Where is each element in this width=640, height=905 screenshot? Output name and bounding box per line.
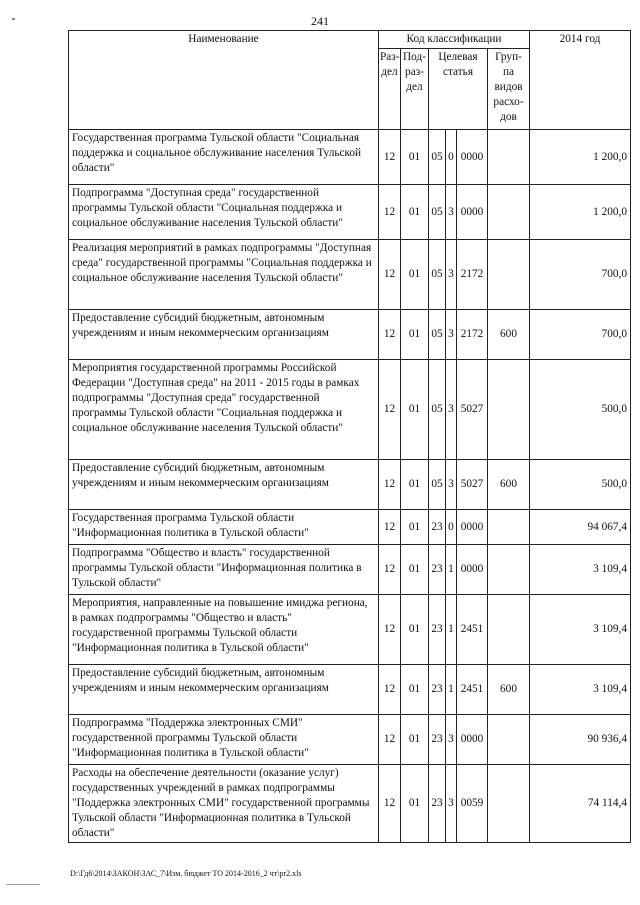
table-row (69, 510, 631, 545)
table-row (69, 130, 631, 185)
row-section: 12 (379, 595, 401, 665)
row-name: Реализация мероприятий в рамках подпрограммы "Доступная среда" государственной программы "Социальная поддержка и социальное обслуживание населения Тульской области" (69, 240, 379, 310)
row-name: Предоставление субсидий бюджетным, автономным учреждениям и иным некоммерческим организациям (69, 310, 379, 360)
row-expense-group: 600 (488, 310, 530, 360)
row-section: 12 (379, 665, 401, 715)
row-name: Мероприятия государственной программы Российской Федерации "Доступная среда" на 2011 - 2015 годы в рамках подпрограммы "Доступная среда" государственной программы Тульской области "Социальная поддержка и социальное обслуживание населения Тульской области" (69, 360, 379, 460)
scan-artifact-line (6, 884, 40, 885)
header-subsection: Под- раз- дел (401, 49, 429, 130)
header-classification-code: Код классификации (379, 31, 530, 49)
row-target-program: 23 (429, 765, 446, 843)
row-target-subprogram: 0 (446, 510, 457, 545)
row-section: 12 (379, 310, 401, 360)
row-name: Мероприятия, направленные на повышение имиджа региона, в рамках подпрограммы "Общество и власть" государственной программы Тульской области "Информационная политика в Тульской области" (69, 595, 379, 665)
row-target-subprogram: 3 (446, 185, 457, 240)
row-target-program: 05 (429, 360, 446, 460)
row-section: 12 (379, 185, 401, 240)
table-row (69, 545, 631, 595)
table-row (69, 185, 631, 240)
row-target-program: 23 (429, 715, 446, 765)
row-target-direction: 0000 (457, 510, 488, 545)
row-subsection: 01 (401, 460, 429, 510)
row-target-direction: 0000 (457, 545, 488, 595)
row-amount: 1 200,0 (530, 185, 631, 240)
row-target-direction: 5027 (457, 360, 488, 460)
row-target-program: 23 (429, 665, 446, 715)
row-expense-group: 600 (488, 665, 530, 715)
row-target-subprogram: 1 (446, 665, 457, 715)
row-amount: 1 200,0 (530, 130, 631, 185)
row-amount: 94 067,4 (530, 510, 631, 545)
row-target-subprogram: 3 (446, 715, 457, 765)
header-target-article: Целевая статья (429, 49, 488, 130)
row-subsection: 01 (401, 240, 429, 310)
row-expense-group (488, 715, 530, 765)
row-target-program: 05 (429, 130, 446, 185)
row-section: 12 (379, 360, 401, 460)
row-target-direction: 0059 (457, 765, 488, 843)
page-number: 241 (311, 14, 329, 28)
header-name: Наименование (69, 31, 379, 130)
row-subsection: 01 (401, 185, 429, 240)
row-target-subprogram: 0 (446, 130, 457, 185)
row-subsection: 01 (401, 510, 429, 545)
row-expense-group (488, 130, 530, 185)
footer-file-path: D:\Гд6\2014\ЗАКОН\ЗАС_7\Изм. бюджет ТО 2014-2016_2 чт\pr2.xls (70, 869, 302, 878)
table-row (69, 765, 631, 843)
row-name: Расходы на обеспечение деятельности (оказание услуг) государственных учреждений в рамках подпрограммы "Поддержка электронных СМИ" государственной программы Тульской области "Информационная политика в Тульской области" (69, 765, 379, 843)
row-section: 12 (379, 545, 401, 595)
row-target-subprogram: 3 (446, 240, 457, 310)
row-name: Подпрограмма "Поддержка электронных СМИ" государственной программы Тульской области "Информационная политика в Тульской области" (69, 715, 379, 765)
row-section: 12 (379, 510, 401, 545)
row-expense-group (488, 595, 530, 665)
header-section: Раз- дел (379, 49, 401, 130)
row-section: 12 (379, 240, 401, 310)
row-target-direction: 2172 (457, 310, 488, 360)
row-name: Подпрограмма "Общество и власть" государственной программы Тульской области "Информационная политика в Тульской области" (69, 545, 379, 595)
row-section: 12 (379, 130, 401, 185)
row-expense-group (488, 240, 530, 310)
row-expense-group (488, 510, 530, 545)
table-row (69, 460, 631, 510)
table-row (69, 310, 631, 360)
row-expense-group: 600 (488, 460, 530, 510)
row-name: Подпрограмма "Доступная среда" государственной программы Тульской области "Социальная поддержка и социальное обслуживание населения Тульской области" (69, 185, 379, 240)
row-amount: 3 109,4 (530, 665, 631, 715)
header-year: 2014 год (530, 31, 631, 130)
row-amount: 500,0 (530, 460, 631, 510)
row-subsection: 01 (401, 360, 429, 460)
row-subsection: 01 (401, 715, 429, 765)
row-subsection: 01 (401, 545, 429, 595)
row-target-direction: 0000 (457, 185, 488, 240)
row-amount: 3 109,4 (530, 545, 631, 595)
table-row (69, 595, 631, 665)
row-expense-group (488, 545, 530, 595)
budget-table (68, 30, 631, 843)
row-expense-group (488, 765, 530, 843)
row-subsection: 01 (401, 595, 429, 665)
row-target-direction: 0000 (457, 715, 488, 765)
row-target-program: 23 (429, 595, 446, 665)
table-row (69, 715, 631, 765)
row-name: Предоставление субсидий бюджетным, автономным учреждениям и иным некоммерческим организациям (69, 665, 379, 715)
row-name: Предоставление субсидий бюджетным, автономным учреждениям и иным некоммерческим организациям (69, 460, 379, 510)
row-target-subprogram: 3 (446, 360, 457, 460)
row-subsection: 01 (401, 765, 429, 843)
row-amount: 700,0 (530, 310, 631, 360)
row-name: Государственная программа Тульской области "Социальная поддержка и социальное обслуживание населения Тульской области" (69, 130, 379, 185)
row-expense-group (488, 360, 530, 460)
row-target-subprogram: 3 (446, 460, 457, 510)
row-target-direction: 2451 (457, 665, 488, 715)
row-amount: 500,0 (530, 360, 631, 460)
table-row (69, 665, 631, 715)
row-section: 12 (379, 715, 401, 765)
row-amount: 90 936,4 (530, 715, 631, 765)
header-expense-group: Груп- па видов расхо- дов (488, 49, 530, 130)
row-section: 12 (379, 765, 401, 843)
row-target-program: 05 (429, 310, 446, 360)
row-target-program: 23 (429, 545, 446, 595)
row-name: Государственная программа Тульской области "Информационная политика в Тульской области" (69, 510, 379, 545)
row-amount: 3 109,4 (530, 595, 631, 665)
row-target-direction: 2172 (457, 240, 488, 310)
row-target-program: 05 (429, 185, 446, 240)
table-row (69, 360, 631, 460)
row-target-subprogram: 3 (446, 765, 457, 843)
row-subsection: 01 (401, 665, 429, 715)
row-subsection: 01 (401, 310, 429, 360)
row-target-subprogram: 3 (446, 310, 457, 360)
row-expense-group (488, 185, 530, 240)
row-target-subprogram: 1 (446, 545, 457, 595)
row-target-direction: 0000 (457, 130, 488, 185)
row-target-direction: 5027 (457, 460, 488, 510)
table-row (69, 240, 631, 310)
row-section: 12 (379, 460, 401, 510)
row-subsection: 01 (401, 130, 429, 185)
row-amount: 700,0 (530, 240, 631, 310)
row-target-program: 23 (429, 510, 446, 545)
row-target-subprogram: 1 (446, 595, 457, 665)
row-target-program: 05 (429, 240, 446, 310)
row-target-program: 05 (429, 460, 446, 510)
row-target-direction: 2451 (457, 595, 488, 665)
row-amount: 74 114,4 (530, 765, 631, 843)
